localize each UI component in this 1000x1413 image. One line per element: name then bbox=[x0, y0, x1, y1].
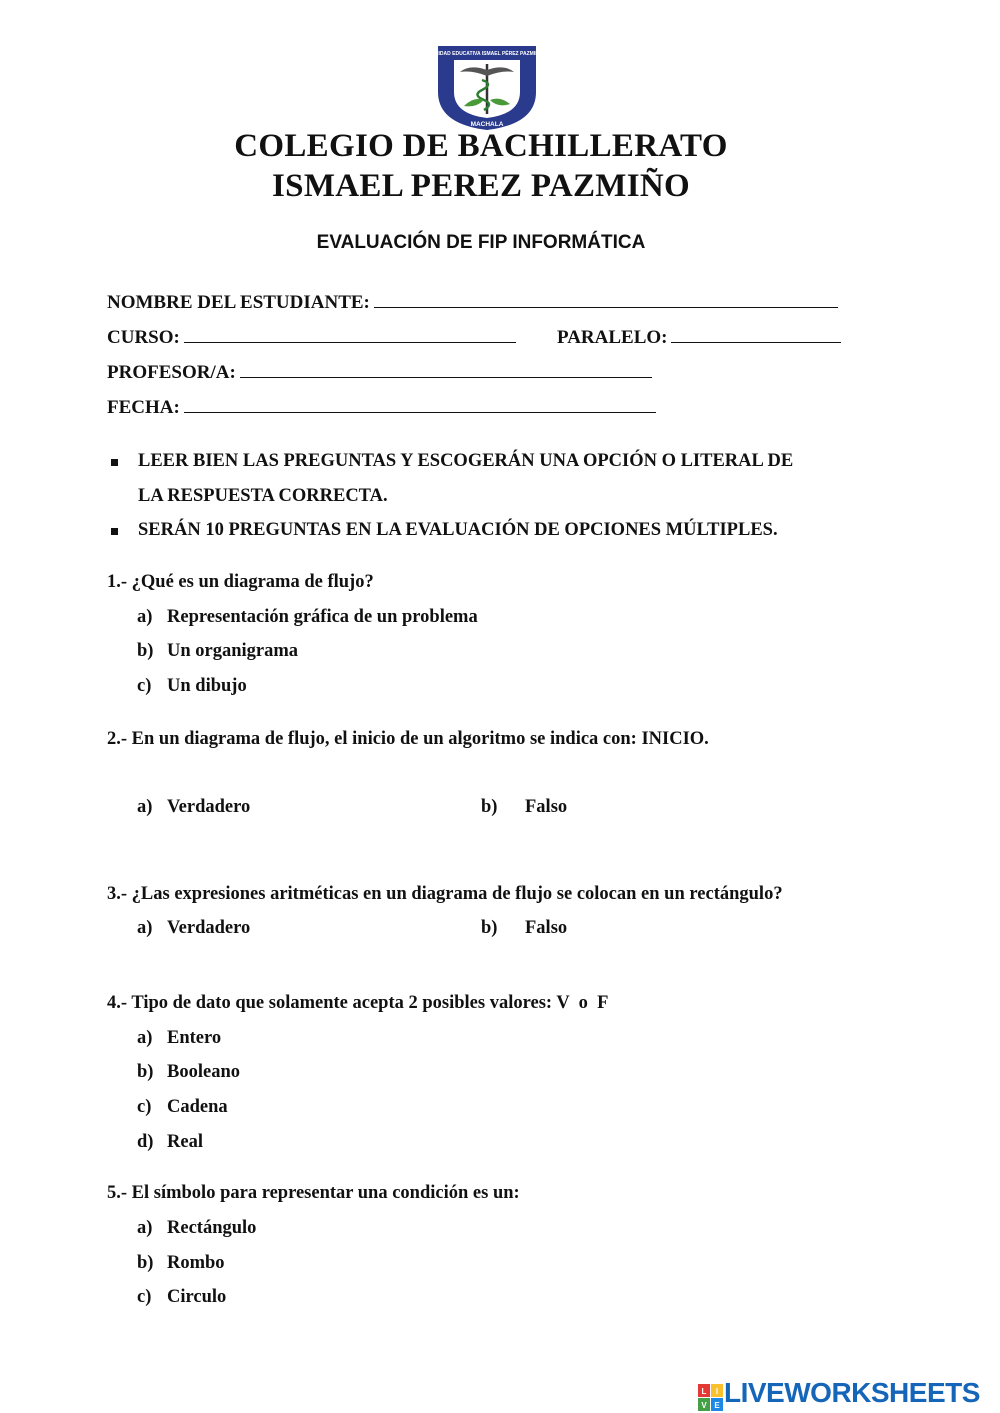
parallel-label: PARALELO: bbox=[557, 327, 668, 348]
q3-option-a[interactable] bbox=[137, 918, 250, 939]
q1-option-a[interactable] bbox=[137, 607, 478, 628]
bullet-icon bbox=[111, 528, 118, 535]
q1-option-b[interactable] bbox=[137, 641, 298, 662]
q5-option-b[interactable] bbox=[137, 1253, 225, 1274]
option-letter: c) bbox=[137, 1097, 152, 1117]
q3-option-b[interactable] bbox=[481, 918, 567, 939]
date-label: FECHA: bbox=[107, 397, 180, 418]
option-letter: b) bbox=[137, 1062, 154, 1082]
student-name-label: NOMBRE DEL ESTUDIANTE: bbox=[107, 292, 370, 313]
course-field bbox=[107, 324, 516, 349]
date-line[interactable] bbox=[184, 394, 656, 413]
q1-option-c[interactable] bbox=[137, 676, 247, 697]
q4-option-d[interactable] bbox=[137, 1132, 203, 1153]
question-5: 5.- El símbolo para representar una condición es un: bbox=[107, 1183, 520, 1203]
course-line[interactable] bbox=[184, 324, 516, 343]
option-text: Un dibujo bbox=[167, 676, 247, 696]
q2-option-b[interactable] bbox=[481, 797, 567, 818]
option-text: Verdadero bbox=[167, 918, 251, 938]
option-letter: b) bbox=[137, 641, 154, 661]
option-letter: d) bbox=[137, 1132, 154, 1152]
q5-option-a[interactable] bbox=[137, 1218, 256, 1239]
option-letter: b) bbox=[481, 918, 498, 938]
option-letter: b) bbox=[137, 1253, 154, 1273]
question-1: 1.- ¿Qué es un diagrama de flujo? bbox=[107, 572, 374, 592]
q4-option-c[interactable] bbox=[137, 1097, 228, 1118]
teacher-line[interactable] bbox=[240, 359, 652, 378]
q5-option-c[interactable] bbox=[137, 1287, 226, 1308]
question-4: 4.- Tipo de dato que solamente acepta 2 posibles valores: V o F bbox=[107, 993, 609, 1013]
option-letter: a) bbox=[137, 607, 153, 627]
liveworksheets-text: LIVEWORKSHEETS bbox=[724, 1377, 980, 1408]
option-letter: a) bbox=[137, 797, 153, 817]
parallel-line[interactable] bbox=[671, 324, 841, 343]
school-logo bbox=[434, 40, 540, 132]
option-text: Verdadero bbox=[167, 797, 251, 817]
option-letter: c) bbox=[137, 676, 152, 696]
logo-ring-text: UNIDAD EDUCATIVA ISMAEL PÉREZ PAZMIÑO bbox=[434, 51, 540, 57]
option-text: Falso bbox=[525, 918, 568, 938]
option-letter: a) bbox=[137, 1028, 153, 1048]
instruction-1-line1: LEER BIEN LAS PREGUNTAS Y ESCOGERÁN UNA OPCIÓN O LITERAL DE bbox=[138, 451, 794, 471]
exam-title: EVALUACIÓN DE FIP INFORMÁTICA bbox=[316, 232, 646, 253]
option-text: Real bbox=[167, 1132, 203, 1152]
teacher-field bbox=[107, 359, 652, 384]
q4-option-b[interactable] bbox=[137, 1062, 240, 1083]
q4-option-a[interactable] bbox=[137, 1028, 221, 1049]
svg-text:L: L bbox=[701, 1387, 707, 1397]
svg-text:I: I bbox=[715, 1387, 719, 1397]
option-text: Entero bbox=[167, 1028, 222, 1048]
option-text: Booleano bbox=[167, 1062, 240, 1082]
instruction-2: SERÁN 10 PREGUNTAS EN LA EVALUACIÓN DE OPCIONES MÚLTIPLES. bbox=[138, 520, 778, 540]
option-letter: a) bbox=[137, 1218, 153, 1238]
option-text: Cadena bbox=[167, 1097, 228, 1117]
teacher-label: PROFESOR/A: bbox=[107, 362, 236, 383]
school-name-line2: ISMAEL PEREZ PAZMIÑO bbox=[272, 168, 690, 204]
logo-city: MACHALA bbox=[470, 121, 504, 128]
option-letter: b) bbox=[481, 797, 498, 817]
option-text: Falso bbox=[525, 797, 568, 817]
bullet-icon bbox=[111, 459, 118, 466]
liveworksheets-brand[interactable] bbox=[698, 1377, 980, 1411]
option-text: Rombo bbox=[167, 1253, 225, 1273]
svg-text:E: E bbox=[714, 1401, 720, 1411]
option-text: Representación gráfica de un problema bbox=[167, 607, 478, 627]
student-name-field bbox=[107, 289, 838, 314]
option-letter: c) bbox=[137, 1287, 152, 1307]
date-field bbox=[107, 394, 656, 419]
question-3: 3.- ¿Las expresiones aritméticas en un diagrama de flujo se colocan en un rectángulo? bbox=[107, 884, 783, 904]
parallel-field bbox=[557, 324, 841, 349]
course-label: CURSO: bbox=[107, 327, 180, 348]
option-text: Un organigrama bbox=[167, 641, 299, 661]
svg-text:V: V bbox=[701, 1401, 707, 1411]
option-letter: a) bbox=[137, 918, 153, 938]
q2-option-a[interactable] bbox=[137, 797, 250, 818]
liveworksheets-badge-icon bbox=[698, 1384, 724, 1412]
option-text: Rectángulo bbox=[167, 1218, 257, 1238]
question-2: 2.- En un diagrama de flujo, el inicio de un algoritmo se indica con: INICIO. bbox=[107, 729, 709, 749]
student-name-line[interactable] bbox=[374, 289, 838, 308]
option-text: Circulo bbox=[167, 1287, 227, 1307]
instruction-1-line2: LA RESPUESTA CORRECTA. bbox=[138, 486, 388, 506]
school-name-line1: COLEGIO DE BACHILLERATO bbox=[234, 128, 728, 164]
